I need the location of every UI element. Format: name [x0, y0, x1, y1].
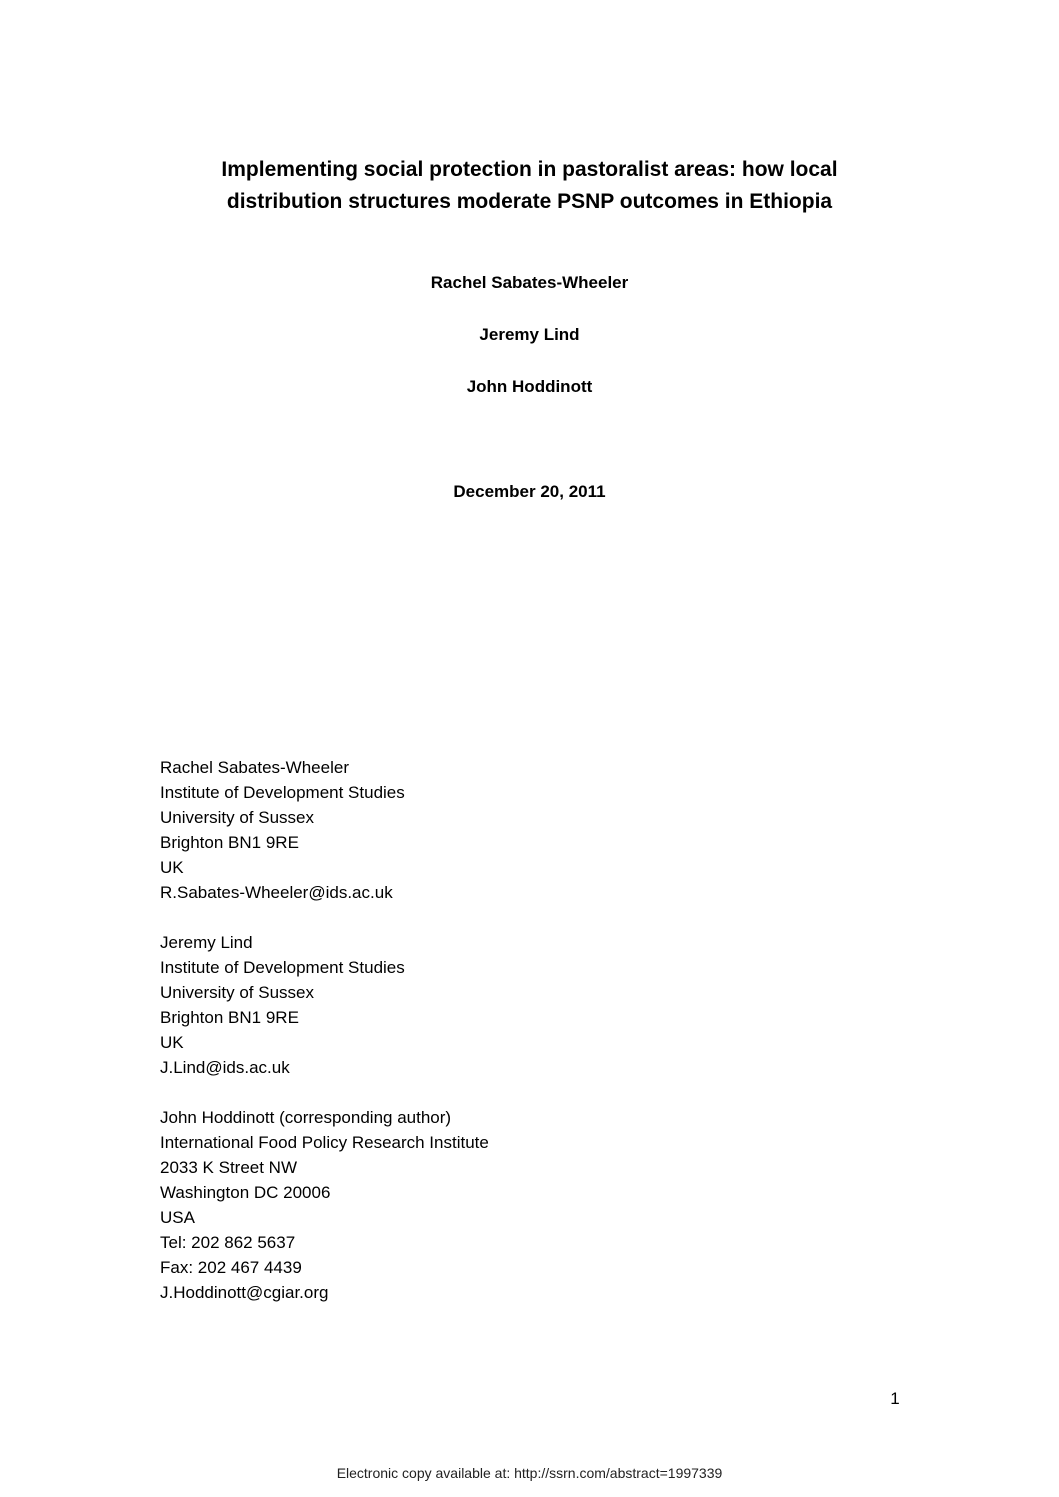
paper-title-line-1: Implementing social protection in pastoralist areas: how local [221, 158, 838, 181]
author-name-3: John Hoddinott [466, 377, 593, 396]
contact-street: 2033 K Street NW [160, 1158, 298, 1177]
contact-block-1 [160, 755, 760, 905]
ssrn-footer-note: Electronic copy available at: http://ssrn.com/abstract=1997339 [336, 1465, 723, 1481]
contact-phone: Tel: 202 862 5637 [160, 1233, 296, 1252]
author-name-2: Jeremy Lind [479, 325, 580, 344]
paper-title-line-2: distribution structures moderate PSNP outcomes in Ethiopia [226, 190, 833, 213]
contact-university: University of Sussex [160, 983, 314, 1002]
contact-address: Brighton BN1 9RE [160, 1008, 299, 1027]
author-name-1: Rachel Sabates-Wheeler [430, 273, 629, 292]
contact-name: Jeremy Lind [160, 933, 253, 952]
contact-email: J.Hoddinott@cgiar.org [160, 1283, 329, 1302]
contact-email: R.Sabates-Wheeler@ids.ac.uk [160, 883, 393, 902]
contact-city: Washington DC 20006 [160, 1183, 331, 1202]
contact-block-3 [160, 1105, 760, 1305]
contact-fax: Fax: 202 467 4439 [160, 1258, 302, 1277]
contact-university: University of Sussex [160, 808, 314, 827]
contact-block-2 [160, 930, 760, 1080]
paper-date: December 20, 2011 [453, 482, 606, 501]
paper-title [0, 154, 1059, 218]
contact-institution: Institute of Development Studies [160, 958, 405, 977]
contact-country: UK [160, 858, 184, 877]
contact-address: Brighton BN1 9RE [160, 833, 299, 852]
contact-country: USA [160, 1208, 195, 1227]
page-number: 1 [890, 1389, 900, 1408]
contact-name: John Hoddinott (corresponding author) [160, 1108, 452, 1127]
contact-name: Rachel Sabates-Wheeler [160, 758, 349, 777]
contact-country: UK [160, 1033, 184, 1052]
contact-email: J.Lind@ids.ac.uk [160, 1058, 290, 1077]
contact-institution: Institute of Development Studies [160, 783, 405, 802]
contact-institution: International Food Policy Research Institute [160, 1133, 489, 1152]
